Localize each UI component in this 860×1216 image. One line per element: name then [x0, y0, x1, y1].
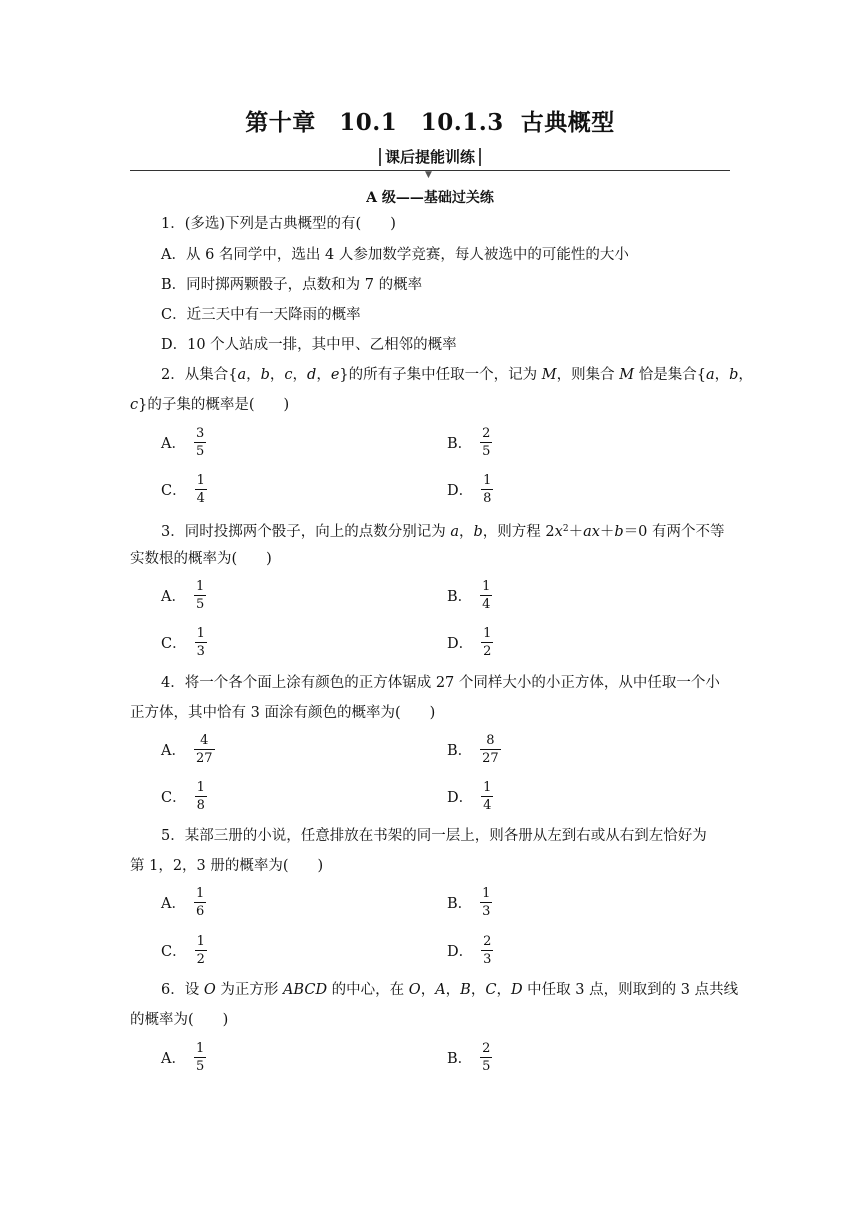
q4-stem-line2: 正方体，其中恰有 3 面涂有颜色的概率为( ) [130, 705, 436, 721]
q5-stem-line2: 第 1，2，3 册的概率为( ) [130, 858, 324, 874]
q1-option-b: B．同时掷两颗骰子，点数和为 7 的概率 [161, 277, 423, 293]
q3-stem-line2: 实数根的概率为( ) [130, 551, 272, 567]
q4-stem-line1: 4．将一个各个面上涂有颜色的正方体锯成 27 个同样大小的小正方体，从中任取一个小 [161, 675, 720, 691]
q2-stem-line2: c}的子集的概率是( ) [130, 397, 290, 413]
q3-option-a: A． $\frac{1}{5}$ [161, 579, 205, 612]
q1-option-d: D．10 个人站成一排，其中甲、乙相邻的概率 [161, 337, 457, 353]
triangle-down-icon: ▼ [425, 170, 432, 180]
q4-option-b: B． $\frac{8}{27}$ [447, 733, 499, 766]
q6-stem-line2: 的概率为( ) [130, 1012, 229, 1028]
q1-option-c: C．近三天中有一天降雨的概率 [161, 307, 361, 323]
q6-option-b: B． $\frac{2}{5}$ [447, 1041, 491, 1074]
page-title: 第十章 10.1 10.1.3 古典概型 [245, 109, 615, 136]
q5-option-a: A． $\frac{1}{6}$ [161, 886, 205, 919]
q2-option-b: B． $\frac{2}{5}$ [447, 426, 491, 459]
q4-option-d: D． $\frac{1}{4}$ [447, 780, 492, 813]
q1-option-a: A．从 6 名同学中，选出 4 人参加数学竞赛，每人被选中的可能性的大小 [161, 247, 629, 263]
q5-option-c: C． $\frac{1}{2}$ [161, 934, 205, 967]
q4-option-a: A． $\frac{4}{27}$ [161, 733, 213, 766]
q6-stem-line1: 6．设 O 为正方形 ABCD 的中心，在 O，A，B，C，D 中任取 3 点，则取到的 3 点共线 [161, 982, 739, 998]
q2-option-a: A． $\frac{3}{5}$ [161, 426, 205, 459]
q4-option-c: C． $\frac{1}{8}$ [161, 780, 205, 813]
q3-stem-line1: 3．同时投掷两个骰子，向上的点数分别记为 a，b，则方程 $2x^2+ax+b=0$ 有两个不等 [161, 524, 725, 540]
q3-option-b: B． $\frac{1}{4}$ [447, 579, 491, 612]
q5-stem-line1: 5．某部三册的小说，任意排放在书架的同一层上，则各册从左到右或从右到左恰好为 [161, 828, 707, 844]
q5-option-d: D． $\frac{2}{3}$ [447, 934, 492, 967]
q6-option-a: A． $\frac{1}{5}$ [161, 1041, 205, 1074]
q2-stem-line1: 2．从集合{a，b，c，d，e}的所有子集中任取一个，记为 M，则集合 M 恰是集合{a，b， [161, 367, 753, 383]
q2-option-c: C． $\frac{1}{4}$ [161, 473, 205, 506]
q5-option-b: B． $\frac{1}{3}$ [447, 886, 491, 919]
q2-option-d: D． $\frac{1}{8}$ [447, 473, 492, 506]
q3-option-d: D． $\frac{1}{2}$ [447, 626, 492, 659]
q3-option-c: C． $\frac{1}{3}$ [161, 626, 205, 659]
banner-label: 课后提能训练 [379, 148, 481, 166]
level-heading: A 级——基础过关练 [366, 190, 494, 206]
q1-stem: 1．(多选)下列是古典概型的有( ) [161, 216, 396, 232]
section-banner [0, 147, 860, 166]
